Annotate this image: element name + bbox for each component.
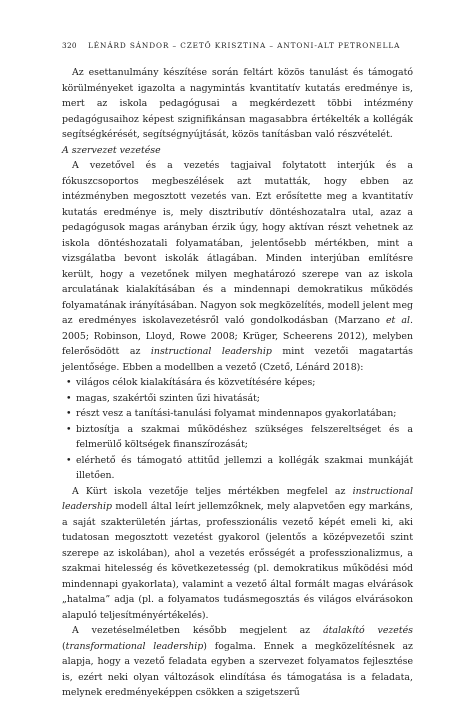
page-number: 320 bbox=[62, 41, 77, 50]
list-item-text: részt vesz a tanítási-tanulási folyamat mindennapos gyakorlatában; bbox=[76, 408, 397, 419]
list-item bbox=[62, 453, 413, 484]
bullet-mark: • bbox=[66, 454, 72, 466]
list-item bbox=[62, 375, 413, 391]
paragraph-shared-leadership bbox=[62, 158, 413, 375]
paragraph-kurt-school-leader bbox=[62, 484, 413, 624]
text-run: A Kürt iskola vezetője teljes mértékben megfelel az bbox=[72, 485, 353, 497]
text-run: . 2005; Robinson, Lloyd, Rowe 2008; Krüger, Scheerens 2012), melyben felerősödött az bbox=[62, 315, 413, 357]
text-run: ( bbox=[62, 640, 66, 652]
running-header bbox=[62, 41, 412, 50]
body-text bbox=[62, 65, 413, 701]
italic-run-instructional-leadership: instructional leadership bbox=[150, 346, 272, 357]
italic-run-transformational-leadership: transformational leadership bbox=[65, 640, 204, 652]
list-item-text: elérhető és támogató attitűd jellemzi a kollégák szakmai munkáját illetően. bbox=[76, 454, 413, 481]
italic-run-et-al: et al bbox=[385, 315, 411, 326]
running-title: LÉNÁRD SÁNDOR – CZETŐ KRISZTINA – ANTONI-ALT PETRONELLA bbox=[88, 41, 401, 50]
leader-traits-list bbox=[62, 375, 413, 484]
text-run: A vezetővel és a vezetés tagjaival folytatott interjúk és a fókuszcsoportos megbeszélések azt mutatták, hogy ebben az intézményben megosztott vezetés van. Ezt erősítette meg a kvantitatív kutatás eredménye is, mely disztributív döntéshozatalra utal, azaz a pedagógusok magas arányban érzik úgy, hogy aktívan részt vehetnek az iskola döntéshozatali folyamatában, jelentősebb mértékben, mint a vizsgálatba bevont iskolák átlagában. Minden interjúban említésre került, hogy a vezetőnek milyen meghatározó szerepe van az iskola arculatának kialakításában és a mindennapi demokratikus működés folyamatának irányításában. Nagyon sok megközelítés, modell jelent meg az eredményes iskolavezetésről való gondolkodásban (Marzano bbox=[62, 160, 413, 326]
text-run: ) fogalma. Ennek a megközelítésnek az alapja, hogy a vezető feladata egyben a szervezet folyamatos fejlesztése is, ezért neki olyan változások elindítása és támogatása is a feladata, melynek eredményeképpen csökken a szigetszerű bbox=[62, 640, 413, 698]
bullet-mark: • bbox=[66, 423, 72, 435]
list-item-text: biztosítja a szakmai működéshez szükséges felszereltséget és a felmerülő költségek finanszírozását; bbox=[76, 423, 413, 450]
list-item-text: magas, szakértői szinten űzi hivatását; bbox=[76, 392, 260, 404]
list-item-text: világos célok kialakítására és közvetítésére képes; bbox=[76, 377, 316, 388]
section-heading: A szervezet vezetése bbox=[62, 144, 161, 156]
italic-run-instructional-leadership: instructional leadership bbox=[62, 485, 413, 512]
list-item bbox=[62, 422, 413, 453]
bullet-mark: • bbox=[66, 392, 72, 404]
text-run: A vezetéselméletben később megjelent az bbox=[72, 625, 324, 636]
paragraph-shared-learning: Az esettanulmány készítése során feltárt közös tanulást és támogató körülményeket igazolta a nagymintás kvantitatív kutatás eredménye is, mert az iskola pedagógusai a megkérdezett többi intézmény pedagógusaihoz képest szignifikánsan magasabbra értékelték a kollégák segítségkérését, segítségnyújtását, közös tanításban való részvételét. bbox=[62, 67, 413, 140]
list-item bbox=[62, 391, 413, 407]
text-run: modell által leírt jellemzőknek, mely alapvetően egy markáns, a saját szakterületén jártas, professzionális vezető képét emeli ki, aki tudatosan megosztott vezetést gyakorol (jelentős a középvezetői szint szerepe az iskolában), ahol a vezetés erősségét a professzionalizmus, a szakmai hitelesség és következetesség (pl. demokratikus működési mód mindennapi gyakorlata), valamint a vezető által formált magas elvárások „hatalma” adja (pl. a folyamatos tudásmegosztás és világos elvárásokon alapuló teljesítményértékelés). bbox=[62, 501, 413, 621]
list-item bbox=[62, 406, 413, 422]
paragraph-transformational-leadership bbox=[62, 623, 413, 701]
bullet-mark: • bbox=[66, 377, 72, 388]
italic-run-atalakito-vezetes: átalakító vezetés bbox=[323, 625, 413, 636]
bullet-mark: • bbox=[66, 408, 72, 419]
text-run: mint vezetői magatartás jelentősége. Ebben a modellben a vezető (Czető, Lénárd 2018): bbox=[62, 346, 413, 373]
